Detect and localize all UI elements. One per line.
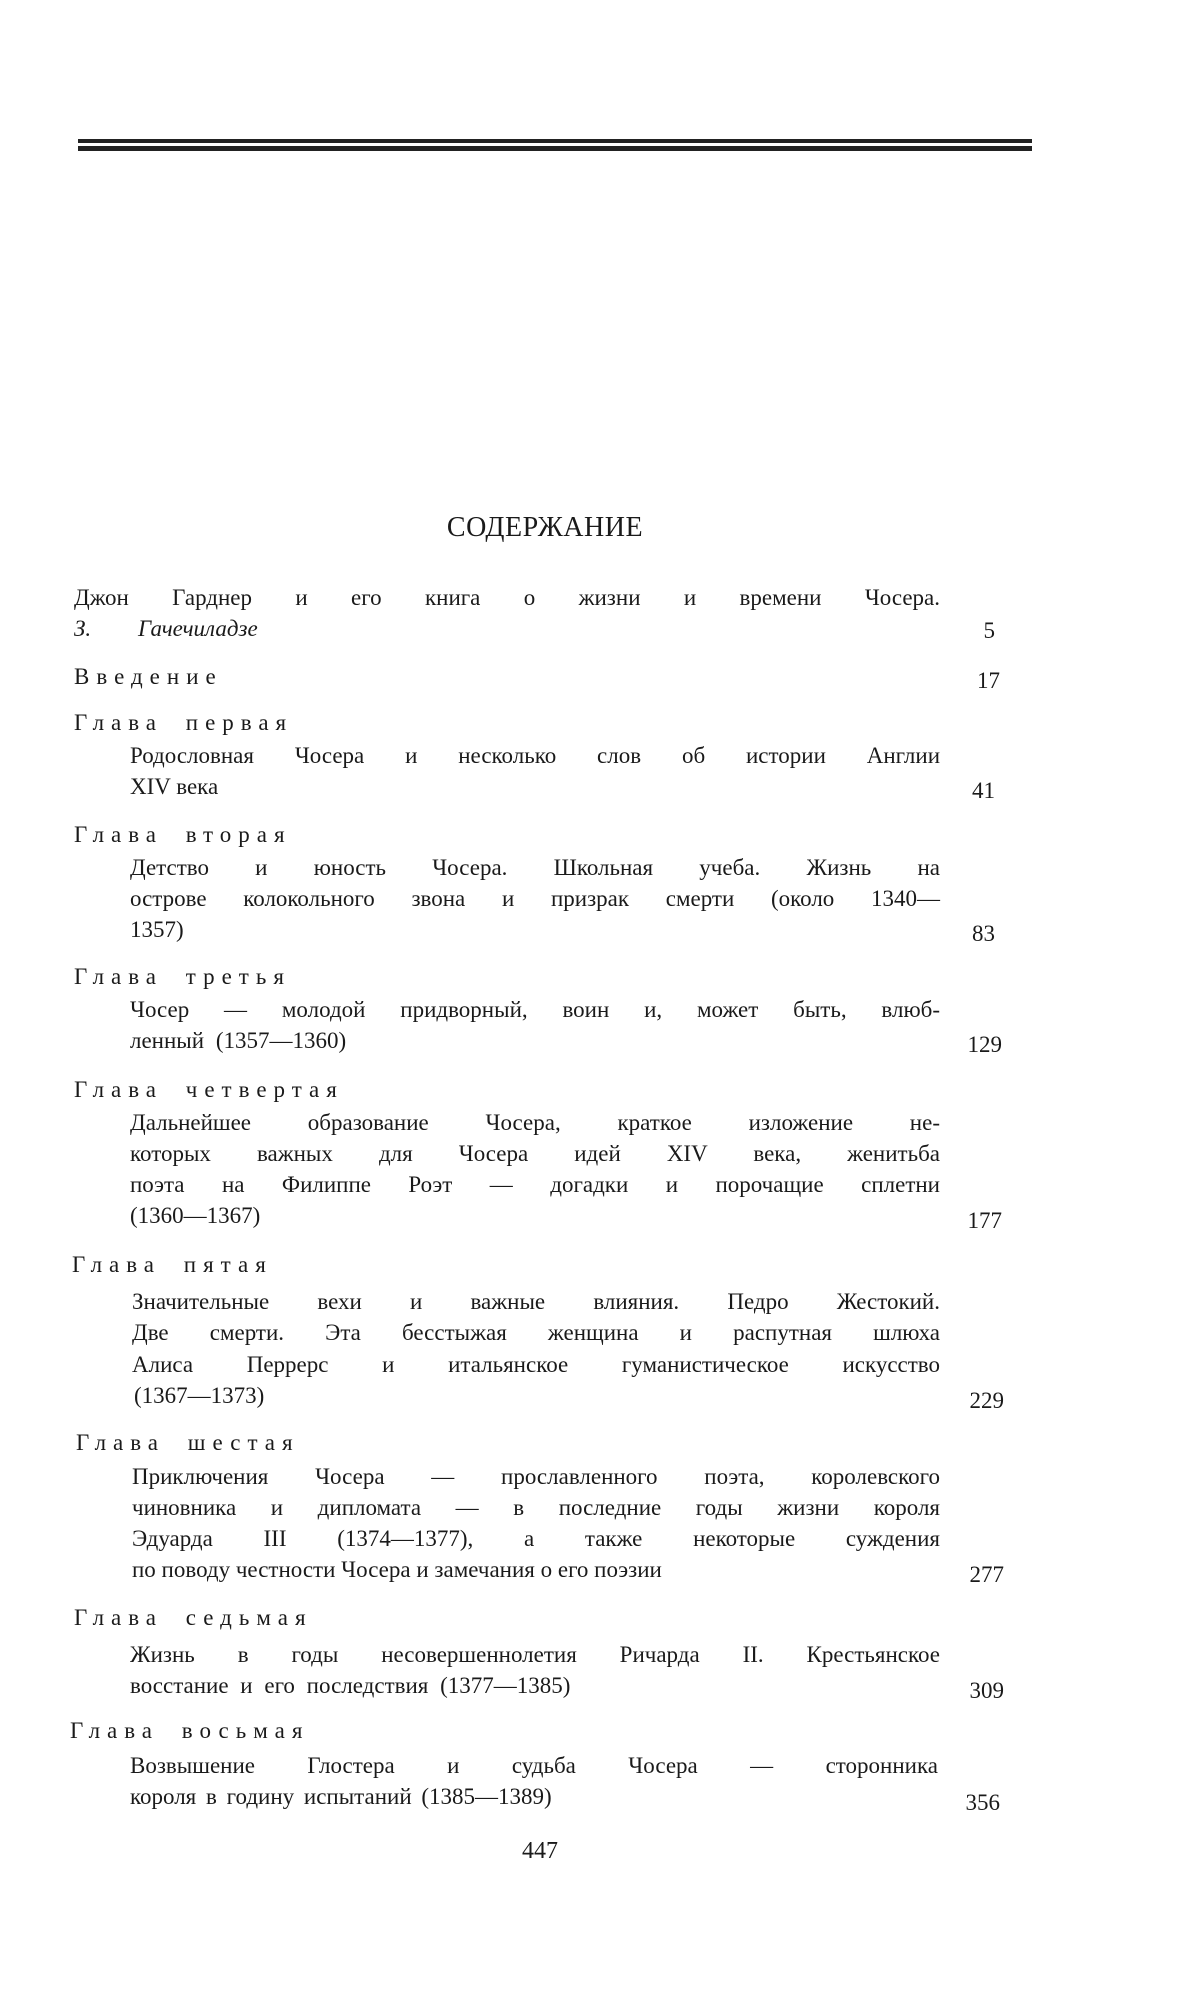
toc-chapter-6-line: по поводу честности Чосера и замечания о его поэзии [132,1557,662,1582]
toc-chapter-5-line: Две смерти. Эта бесстыжая женщина и распутная шлюха [132,1320,940,1345]
toc-chapter-2-line: острове колокольного звона и призрак смерти (около 1340— [130,886,940,911]
toc-chapter-3-page: 129 [967,1032,1002,1057]
toc-chapter-4-line: Дальнейшее образование Чосера, краткое изложение не- [130,1110,940,1135]
toc-chapter-6-line: Приключения Чосера — прославленного поэта, королевского [132,1464,940,1489]
toc-chapter-4-line: которых важных для Чосера идей XIV века, женитьба [130,1141,940,1166]
toc-chapter-5-line: (1367—1373) [134,1383,265,1408]
toc-chapter-8-line: короля в годину испытаний (1385—1389) [130,1784,552,1809]
toc-chapter-1-page: 41 [972,778,995,803]
toc-chapter-6-page: 277 [969,1562,1004,1587]
toc-chapter-1-line: Родословная Чосера и несколько слов об истории Англии [130,743,940,768]
toc-chapter-4-line: (1360—1367) [130,1203,261,1228]
toc-chapter-7-page: 309 [969,1678,1004,1703]
toc-chapter-7-line: Жизнь в годы несовершеннолетия Ричарда II. Крестьянское [130,1642,940,1667]
toc-chapter-8-label: Глава восьмая [70,1718,310,1743]
toc-chapter-4-label: Глава четвертая [74,1077,344,1102]
toc-introduction-page: 17 [977,668,1000,693]
toc-introduction-label: Введение [74,664,223,689]
toc-chapter-3-label: Глава третья [74,964,291,989]
toc-intro-author-name: Гачечиладзе [138,616,258,641]
toc-chapter-5-label: Глава пятая [72,1252,273,1277]
toc-chapter-5-line: Алиса Перрерс и итальянское гуманистическое искусство [132,1352,940,1377]
toc-chapter-6-line: Эдуарда III (1374—1377), а также некоторые суждения [132,1526,940,1551]
toc-chapter-6-line: чиновника и дипломата — в последние годы жизни короля [132,1495,940,1520]
toc-chapter-2-page: 83 [972,921,995,946]
toc-chapter-7-line: восстание и его последствия (1377—1385) [130,1673,571,1698]
toc-chapter-5-page: 229 [969,1388,1004,1413]
toc-chapter-2-line: Детство и юность Чосера. Школьная учеба. Жизнь на [130,855,940,880]
toc-chapter-8-page: 356 [965,1790,1000,1815]
toc-chapter-3-line: Чосер — молодой придворный, воин и, может быть, влюб- [130,997,940,1022]
page-number: 447 [522,1838,558,1864]
toc-chapter-3-line: ленный (1357—1360) [130,1028,347,1053]
toc-chapter-1-line: XIV века [130,774,219,799]
toc-chapter-2-line: 1357) [130,917,184,942]
toc-chapter-5-line: Значительные вехи и важные влияния. Педро Жестокий. [132,1289,940,1314]
toc-chapter-4-page: 177 [967,1208,1002,1233]
toc-intro-author-initial: З. [74,616,92,641]
page-title: СОДЕРЖАНИЕ [446,512,644,543]
toc-chapter-8-line: Возвышение Глостера и судьба Чосера — сторонника [130,1753,938,1778]
toc-intro-page: 5 [983,618,995,643]
toc-chapter-6-label: Глава шестая [76,1430,300,1455]
toc-chapter-7-label: Глава седьмая [74,1605,313,1630]
toc-chapter-4-line: поэта на Филиппе Роэт — догадки и порочащие сплетни [130,1172,940,1197]
toc-chapter-1-label: Глава первая [74,710,294,735]
toc-intro-title: Джон Гарднер и его книга о жизни и времени Чосера. [74,585,940,610]
toc-chapter-2-label: Глава вторая [74,822,292,847]
